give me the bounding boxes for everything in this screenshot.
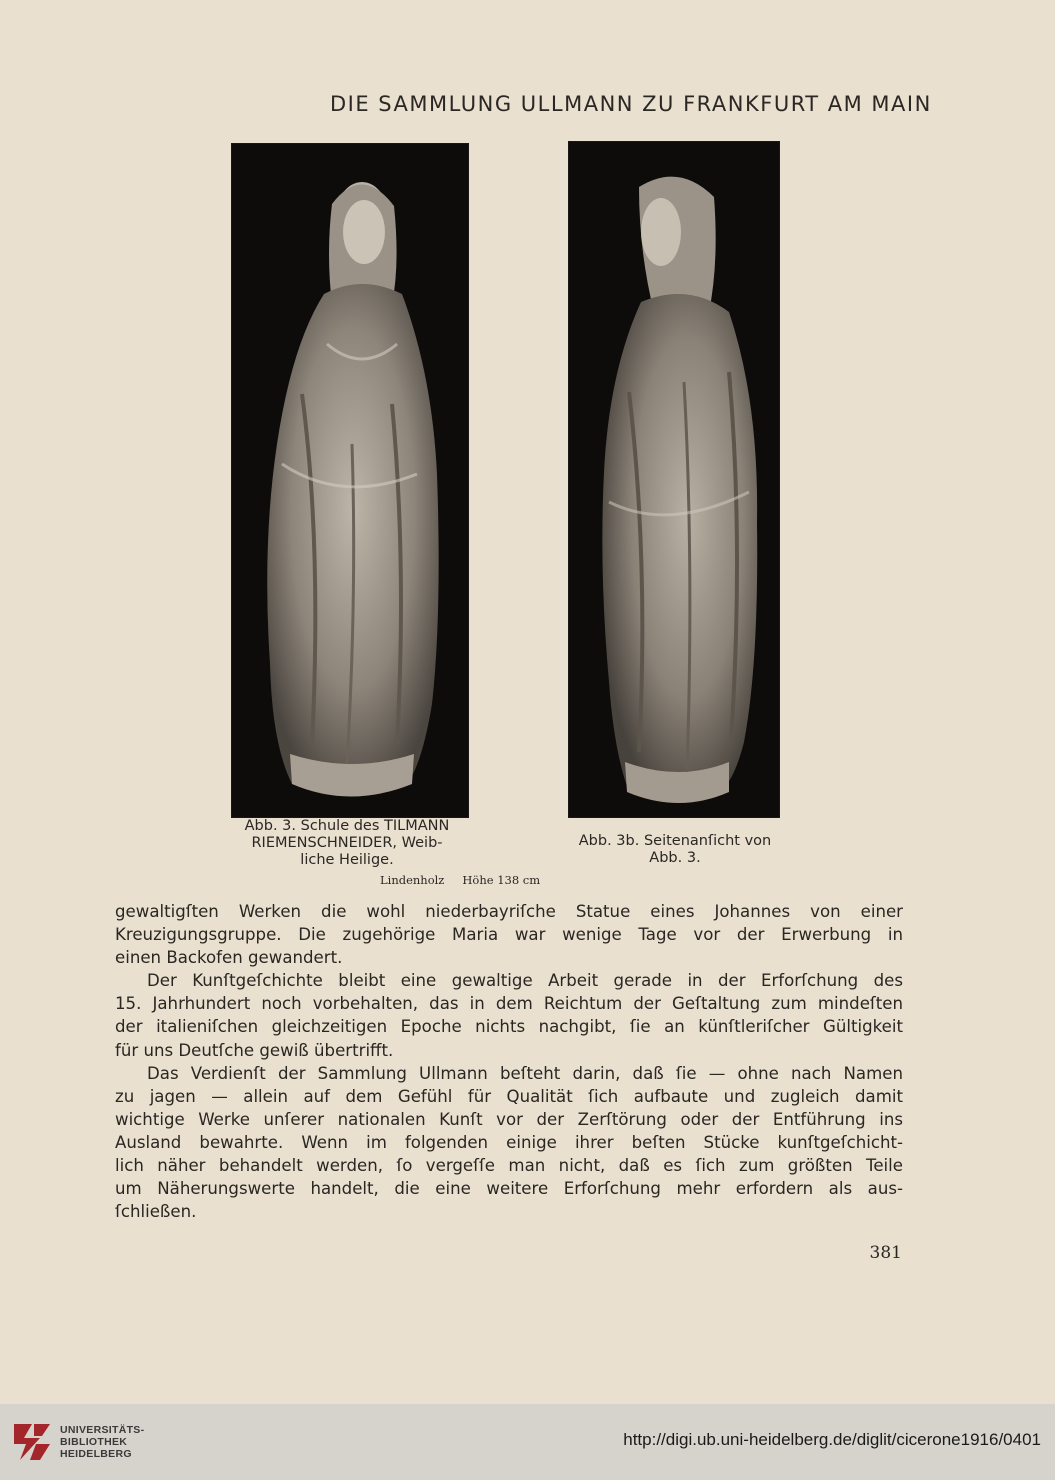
text-line: ſchließen. — [115, 1202, 197, 1222]
text-line: der italieniſchen gleichzeitigen Epoche nichts nachgibt, ſie an künſtleriſcher Gültigkeit — [115, 1017, 903, 1037]
height-label: Höhe 138 cm — [462, 873, 541, 887]
material-note — [380, 873, 660, 887]
text-line: wichtige Werke unſerer nationalen Kunſt vor der Zerſtörung oder der Entführung ins — [115, 1109, 903, 1129]
text-line: einen Backofen gewandert. — [115, 948, 343, 968]
library-name-line: BIBLIOTHEK — [60, 1436, 128, 1448]
text-line: 15. Jahrhundert noch vorbehalten, das in dem Reichtum der Geſtaltung zum mindeſten — [115, 994, 903, 1014]
figure-front-view-image — [231, 143, 469, 818]
caption-line: Abb. 3. Schule des TILMANN — [244, 818, 450, 834]
text-line: zu jagen — allein auf dem Gefühl für Qualität ſich aufbaute und zugleich damit — [115, 1086, 903, 1106]
footer-bar — [0, 1404, 1055, 1480]
text-line: Kreuzigungsgruppe. Die zugehörige Maria war wenige Tage vor der Erwerbung in — [115, 925, 903, 945]
figure-side-view-image — [568, 141, 780, 818]
caption-line: Abb. 3. — [649, 850, 701, 866]
library-name-line: HEIDELBERG — [60, 1448, 132, 1460]
caption-line: Abb. 3b. Seitenanſicht von — [578, 833, 772, 849]
text-line: Das Verdienſt der Sammlung Ullmann beſteht darin, daß ſie — ohne nach Namen — [147, 1063, 903, 1083]
text-line: gewaltigſten Werken die wohl niederbayriſche Statue eines Johannes von einer — [115, 902, 903, 921]
figure-left-caption — [222, 818, 472, 869]
running-title: DIE SAMMLUNG ULLMANN ZU FRANKFURT AM MAIN — [330, 92, 932, 116]
heidelberg-library-logo-icon — [10, 1418, 54, 1464]
text-line: für uns Deutſche gewiß übertrifft. — [115, 1040, 394, 1060]
body-text — [115, 900, 903, 1223]
page-number: 381 — [869, 1243, 902, 1263]
caption-line: RIEMENSCHNEIDER, Weib- — [251, 835, 443, 851]
text-line: Der Kunſtgeſchichte bleibt eine gewaltige Arbeit gerade in der Erforſchung des — [147, 971, 903, 991]
library-name-line: UNIVERSITÄTS- — [60, 1424, 145, 1436]
text-line: Ausland bewahrte. Wenn im folgenden einige ihrer beſten Stücke kunſtgeſchicht- — [115, 1132, 903, 1152]
text-line: lich näher behandelt werden, ſo vergeſſe man nicht, daß es ſich zum größten Teile — [115, 1156, 903, 1176]
caption-line: liche Heilige. — [300, 852, 394, 868]
source-url-link[interactable]: http://digi.ub.uni-heidelberg.de/diglit/cicerone1916/0401 — [623, 1430, 1041, 1449]
text-line: um Näherungswerte handelt, die eine weitere Erforſchung mehr erfordern als aus- — [115, 1179, 903, 1199]
figure-right-caption — [555, 833, 795, 867]
library-name — [60, 1424, 144, 1460]
material-label: Lindenholz — [380, 873, 445, 887]
